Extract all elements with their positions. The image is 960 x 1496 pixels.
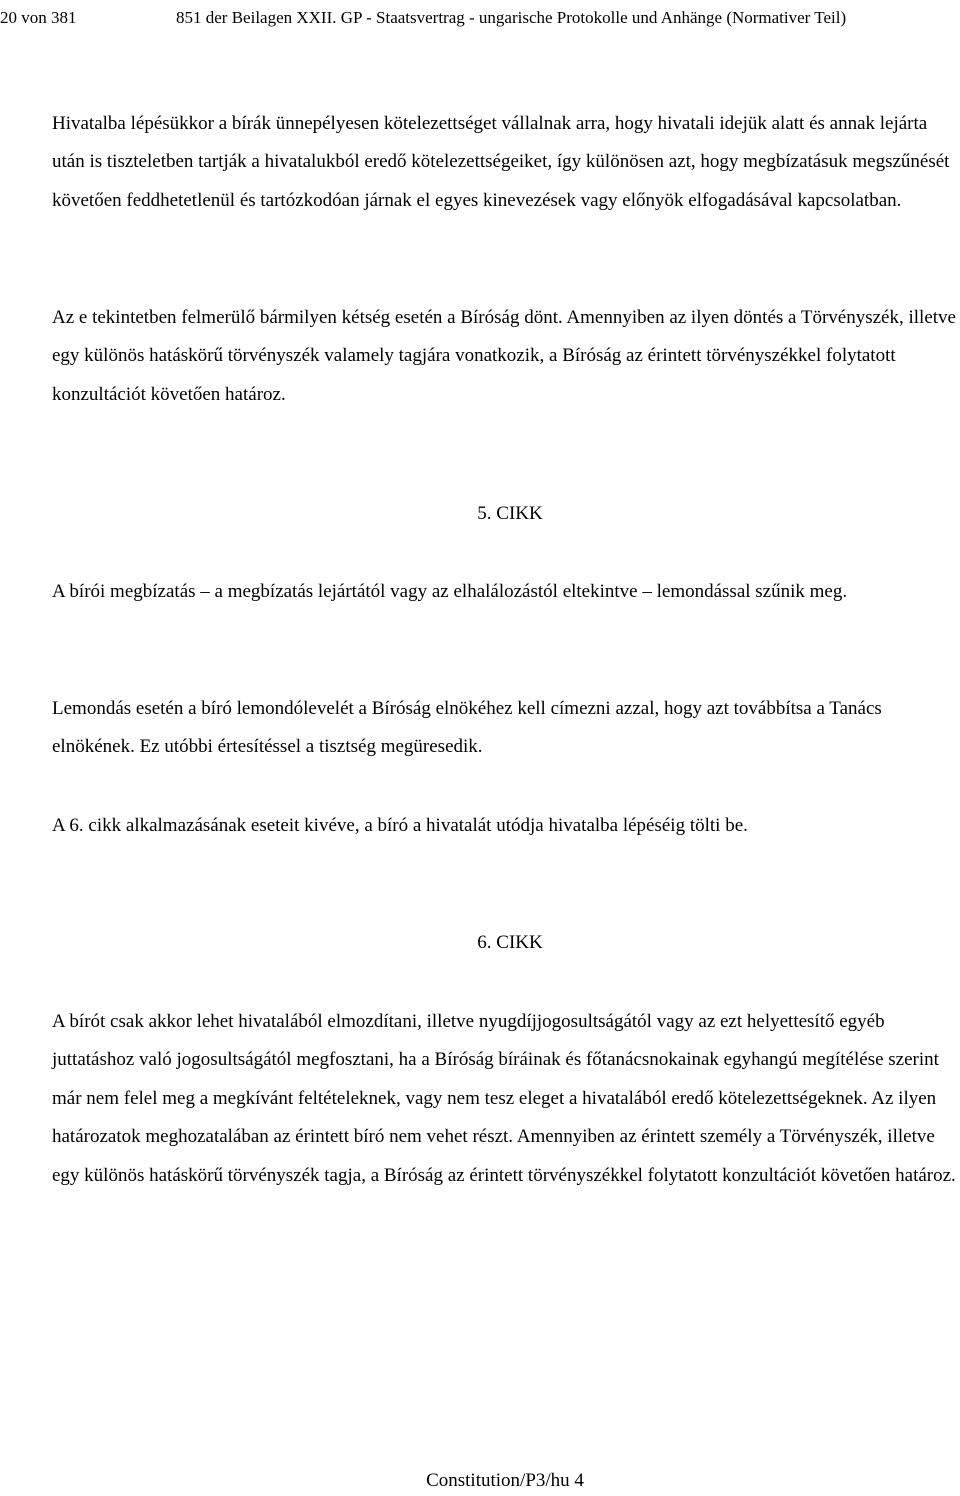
article-5-heading: 5. CIKK	[477, 503, 543, 524]
page-number: 20 von 381	[0, 8, 77, 27]
paragraph-mandate-end: A bírói megbízatás – a megbízatás lejártától vagy az elhalálozástól eltekintve – lemondással szűnik meg.	[52, 581, 848, 602]
document-title: 851 der Beilagen XXII. GP - Staatsvertrag - ungarische Protokolle und Anhänge (Normativer Teil)	[176, 8, 847, 27]
paragraph-successor: A 6. cikk alkalmazásának eseteit kivéve, a bíró a hivatalát utódja hivatalba lépéséig tölti be.	[52, 815, 748, 836]
paragraph-doubt: Az e tekintetben felmerülő bármilyen kétség esetén a Bíróság dönt. Amennyiben az ilyen döntés a Törvényszék, illetve egy különös hatáskörű törvényszék valamely tagjára vonatkozik, a Bíróság az érintett törvényszékkel folytatott konzultációt követően határoz.	[52, 307, 956, 405]
paragraph-resignation: Lemondás esetén a bíró lemondólevelét a Bíróság elnökéhez kell címezni azzal, hogy azt továbbítsa a Tanács elnökének. Ez utóbbi értesítéssel a tisztség megüresedik.	[52, 698, 882, 758]
paragraph-oath: Hivatalba lépésükkor a bírák ünnepélyesen kötelezettséget vállalnak arra, hogy hivatali idejük alatt és annak lejárta után is tiszteletben tartják a hivatalukból eredő kötelezettségeiket, így különösen azt, hogy megbízatásuk megszűnését követően feddhetetlenül és tartózkodóan járnak el egyes kinevezések vagy előnyök elfogadásával kapcsolatban.	[52, 113, 950, 211]
paragraph-removal: A bírót csak akkor lehet hivatalából elmozdítani, illetve nyugdíjjogosultságától vagy az ezt helyettesítő egyéb juttatáshoz való jogosultságától megfosztani, ha a Bíróság bíráinak és főtanácsnokainak egyhangú megítélése szerint már nem felel meg a megkívánt feltételeknek, vagy nem tesz eleget a hivatalából eredő kötelezettségeknek. Az ilyen határozatok meghozatalában az érintett bíró nem vehet részt. Amennyiben az érintett személy a Törvényszék, illetve egy különös hatáskörű törvényszék tagja, a Bíróság az érintett törvényszékkel folytatott konzultációt követően határoz.	[52, 1011, 956, 1186]
page-footer: Constitution/P3/hu 4	[426, 1470, 584, 1491]
page-header	[0, 0, 960, 36]
article-6-heading: 6. CIKK	[477, 932, 543, 953]
